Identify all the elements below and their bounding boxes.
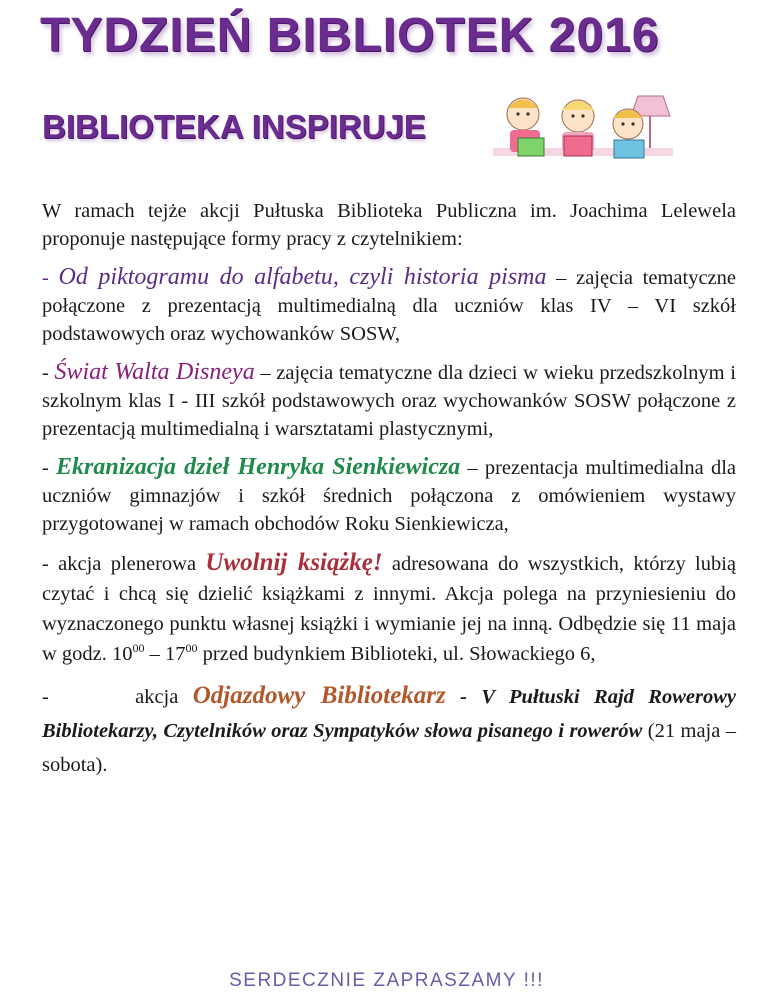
footer-invitation: SERDECZNIE ZAPRASZAMY !!!	[229, 970, 544, 991]
item-highlight: Od piktogramu do alfabetu, czyli historia pisma	[58, 264, 547, 290]
item-highlight: Odjazdowy Bibliotekarz	[192, 682, 446, 709]
item-prefix: -	[42, 362, 55, 384]
time-end-sup: 00	[185, 641, 198, 656]
intro-paragraph: W ramach tejże akcji Pułtuska Biblioteka Publiczna im. Joachima Lelewela proponuje następujące formy pracy z czytelnikiem:	[42, 200, 736, 250]
item-text-end: przed budynkiem Biblioteki, ul. Słowackiego 6,	[197, 643, 596, 665]
list-item	[42, 263, 736, 348]
item-text-italic: - V Pułtuski Rajd Rowerowy Bibliotekarzy, Czytelników oraz Sympatyków słowa pisanego i rowerów	[42, 686, 736, 742]
item-highlight: Świat Walta Disneya	[54, 359, 255, 385]
item-text-dash: – 17	[144, 643, 186, 665]
time-start-sup: 00	[132, 641, 145, 656]
list-item	[42, 548, 736, 669]
page-subtitle: BIBLIOTEKA INSPIRUJE	[42, 108, 426, 145]
item-text: – zajęcia tematyczne połączone z prezentacją multimedialną dla uczniów klas IV – VI szkół podstawowych oraz wychowanków SOSW,	[42, 267, 737, 345]
item-text: – prezentacja multimedialna dla uczniów gimnazjów i szkół średnich połączona z omówieniem wystawy przygotowanej w ramach obchodów Roku Sienkiewicza,	[42, 457, 736, 535]
item-text: (21 maja – sobota).	[42, 720, 737, 776]
item-highlight: Uwolnij książkę!	[205, 549, 383, 576]
list-item	[42, 453, 736, 538]
item-prefix: - akcja	[42, 686, 193, 708]
item-prefix: -	[42, 457, 57, 479]
list-item	[42, 679, 736, 782]
page-title: TYDZIEŃ BIBLIOTEK 2016	[40, 9, 660, 62]
item-text: adresowana do wszystkich, którzy lubią czytać i chcą się dzielić książkami z innymi. Akcja polega na przyniesieniu do wyznaczonego punktu własnej książki i wymianie jej na inną. Odbędzie się 11 maja w godz. 10	[42, 553, 736, 665]
list-item	[42, 358, 736, 443]
document-body	[42, 197, 736, 792]
item-text: – zajęcia tematyczne dla dzieci w wieku przedszkolnym i szkolnym klas I - III szkół podstawowych oraz wychowanków SOSW połączone z prezentacją multimedialną i warsztatami plastycznymi,	[42, 362, 736, 440]
item-prefix: - akcja plenerowa	[42, 553, 206, 575]
item-prefix: -	[42, 267, 59, 289]
item-highlight: Ekranizacja dzieł Henryka Sienkiewicza	[56, 454, 461, 480]
children-reading-illustration	[488, 86, 683, 181]
